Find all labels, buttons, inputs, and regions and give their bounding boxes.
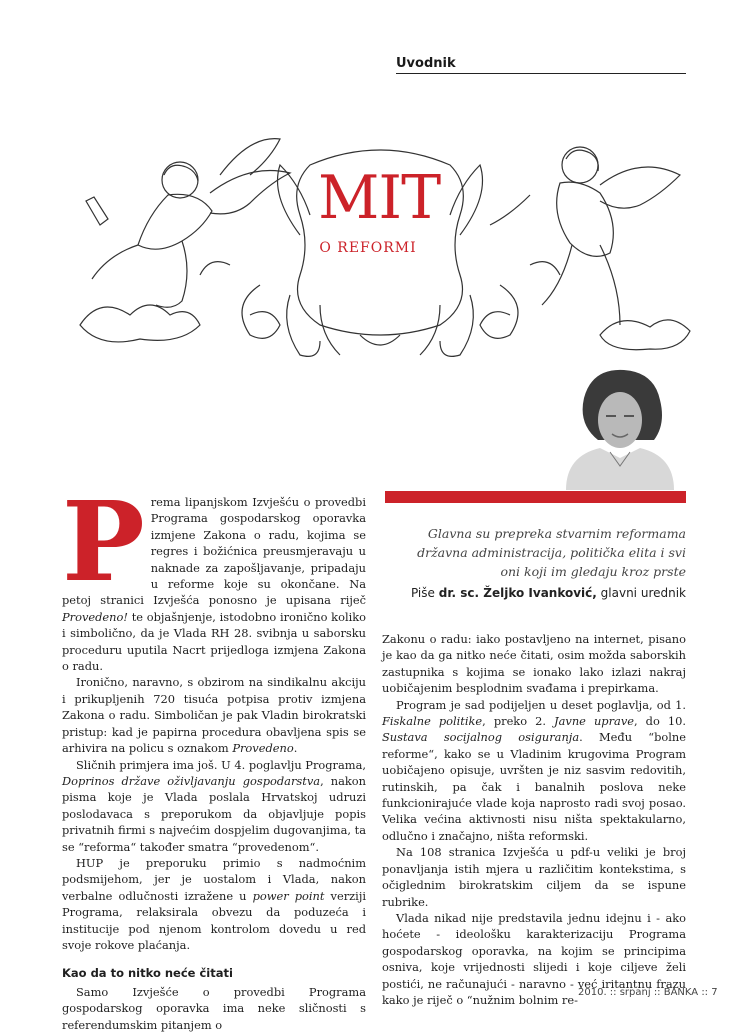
paragraph: Ironično, naravno, s obzirom na sindikalnu akciju i prikupljenih 720 tisuća potpisa protiv izmjena Zakona o radu. Simboličan je pak Vladin birokratski pristup: kad je papirna procedura obavljena spis se arhivira na policu s oznakom Provedeno. bbox=[62, 675, 366, 756]
paragraph: Zakonu o radu: iako postavljeno na internet, pisano je kao da ga nitko neće čitati, osim možda saborskih zastupnika s kojima se ionako lako izlazi nakraj uobičajenim besplodnim svađama i prepirkama. bbox=[382, 632, 686, 696]
page-folio: 2010. :: srpanj :: BANKA :: 7 bbox=[578, 987, 718, 998]
section-divider bbox=[396, 73, 686, 74]
paragraph: Vlada nikad nije predstavila jednu idejnu i - ako hoćete - ideološku karakterizaciju Programa gospodarskog oporavka, na kojim se principima osniva, koje vrijednosti slijedi i koje ciljeve želi postići, ne računajući - naravno - već iritantnu frazu kako je riječ o “nužnim bolnim re- bbox=[382, 910, 686, 1007]
drop-cap: P bbox=[62, 477, 145, 606]
page-subtitle: O REFORMI bbox=[319, 240, 417, 256]
accent-bar bbox=[385, 491, 686, 503]
author-role: glavni urednik bbox=[600, 586, 686, 600]
paragraph: Samo Izvješće o provedbi Programa gospodarskog oporavka ima neke sličnosti s referendumskim pitanjem o bbox=[62, 984, 366, 1032]
byline-prefix: Piše bbox=[410, 586, 435, 600]
article-column-right bbox=[382, 631, 686, 1008]
paragraph: Na 108 stranica Izvješća u pdf-u veliki je broj ponavljanja istih mjera u različitim kontekstima, s očiglednim birokratskim ciljem da se ispune rubrike. bbox=[382, 845, 686, 909]
lead-text: Glavna su prepreka stvarnim reformama državna administracija, politička elita i svi oni koji im gledaju kroz prste bbox=[417, 526, 686, 579]
author-photo-icon bbox=[556, 368, 686, 490]
paragraph: Sličnih primjera ima još. U 4. poglavlju Programa, Doprinos države oživljavanju gospodarstva, nakon pisma koje je Vlada poslala Hrvatskoj udruzi poslodavaca s preporukom da objavljuje popis privatnih firmi s najvećim dospjelim dugovanjima, ta se “reforma“ također smatra “provedenom“. bbox=[62, 757, 366, 854]
paragraph: Prema lipanjskom Izvješću o provedbi Programa gospodarskog oporavka izmjene Zakona o radu, kojima se regres i božićnica preusmjeravaju u naknade za zapošljavanje, pripadaju u reforme koje su okončane. Na petoj stranici Izvješća ponosno je upisana riječ Provedeno! te objašnjenje, istodobno ironično koliko i simbolično, da je Vlada RH 28. svibnja u saborsku proceduru uputila Nacrt prijedloga izmjena Zakona o radu. bbox=[62, 477, 366, 674]
subheading: Kao da to nitko neće čitati bbox=[62, 966, 233, 981]
paragraph: HUP je preporuku primio s nadmoćnim podsmijehom, jer je uostalom i Vlada, nakon verbalne odlučnosti izražene u power point verziji Programa, relaksirala obvezu da poduzeća i institucije pod njenom kontrolom dovedu u red svoje rokove plaćanja. bbox=[62, 855, 366, 952]
author-name: dr. sc. Željko Ivanković, bbox=[438, 586, 597, 600]
article-column-left bbox=[62, 477, 366, 1033]
byline bbox=[396, 586, 686, 600]
section-label: Uvodnik bbox=[396, 56, 456, 71]
page-title: MIT bbox=[318, 163, 441, 233]
paragraph: Program je sad podijeljen u deset poglavlja, od 1. Fiskalne politike, preko 2. Javne uprave, do 10. Sustava socijalnog osiguranja. Među “bolne reforme“, kako se u Vladinim krugovima Program uobičajeno opisuje, uvršten je niz sasvim redovitih, rutinskih, pa čak i banalnih poslova neke funkcionirajuće vlade koja naprosto radi svoj posao. Velika većina aktivnosti nisu ništa spektakularno, odlučno i značajno, ništa reformski. bbox=[382, 697, 686, 843]
